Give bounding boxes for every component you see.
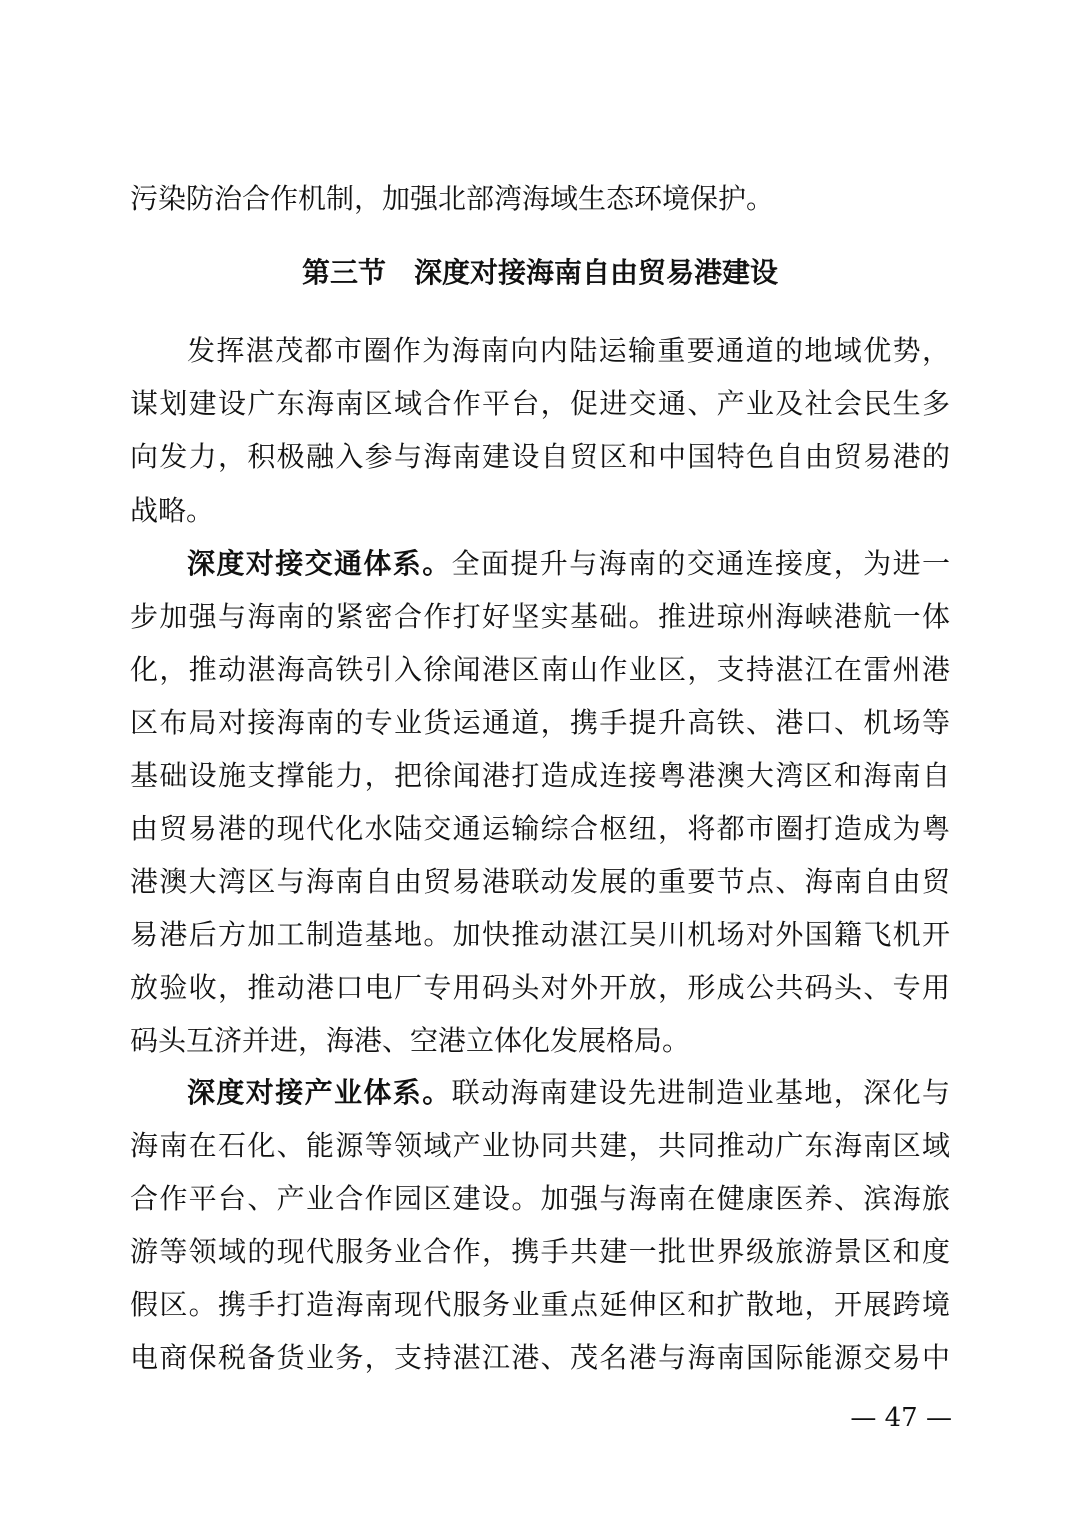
- continuation-line: 污染防治合作机制，加强北部湾海域生态环境保护。: [130, 182, 775, 215]
- paragraph3-line: 假区。携手打造海南现代服务业重点延伸区和扩散地，开展跨境: [130, 1288, 950, 1321]
- paragraph3-first-line-text: 联动海南建设先进制造业基地，深化与: [451, 1076, 950, 1109]
- paragraph2-line: 由贸易港的现代化水陆交通运输综合枢纽，将都市圈打造成为粤: [130, 812, 950, 845]
- paragraph2-line: 基础设施支撑能力，把徐闻港打造成连接粤港澳大湾区和海南自: [130, 759, 950, 792]
- paragraph3-first-line: [187, 1066, 950, 1119]
- paragraph1-line: 战略。: [130, 494, 215, 527]
- paragraph2-line: 步加强与海南的紧密合作打好坚实基础。推进琼州海峡港航一体: [130, 600, 950, 633]
- paragraph2-line: 放验收，推动港口电厂专用码头对外开放，形成公共码头、专用: [130, 971, 950, 1004]
- paragraph2-line: 港澳大湾区与海南自由贸易港联动发展的重要节点、海南自由贸: [130, 865, 950, 898]
- paragraph2-lead: 深度对接交通体系。: [187, 547, 452, 580]
- section-title: 深度对接海南自由贸易港建设: [414, 256, 779, 289]
- paragraph2-line: 区布局对接海南的专业货运通道，携手提升高铁、港口、机场等: [130, 706, 950, 739]
- paragraph2-line: 码头互济并进，海港、空港立体化发展格局。: [130, 1024, 691, 1057]
- paragraph3-lead: 深度对接产业体系。: [187, 1076, 452, 1109]
- paragraph3-line: 海南在石化、能源等领域产业协同共建，共同推动广东海南区域: [130, 1129, 950, 1162]
- page-number: — 47 —: [850, 1403, 952, 1433]
- paragraph2-first-line-text: 全面提升与海南的交通连接度，为进一: [451, 547, 950, 580]
- paragraph1-line: 向发力，积极融入参与海南建设自贸区和中国特色自由贸易港的: [130, 440, 950, 473]
- paragraph2-line: 易港后方加工制造基地。加快推动湛江吴川机场对外国籍飞机开: [130, 918, 950, 951]
- section-heading: [0, 246, 1080, 299]
- paragraph3-line: 游等领域的现代服务业合作，携手共建一批世界级旅游景区和度: [130, 1235, 950, 1268]
- paragraph2-line: 化，推动湛海高铁引入徐闻港区南山作业区，支持湛江在雷州港: [130, 653, 950, 686]
- paragraph1-line: 发挥湛茂都市圈作为海南向内陆运输重要通道的地域优势，: [187, 334, 950, 367]
- paragraph1-line: 谋划建设广东海南区域合作平台，促进交通、产业及社会民生多: [130, 387, 950, 420]
- section-number: 第三节: [301, 256, 386, 289]
- paragraph3-line: 电商保税备货业务，支持湛江港、茂名港与海南国际能源交易中: [130, 1341, 950, 1374]
- paragraph3-line: 合作平台、产业合作园区建设。加强与海南在健康医养、滨海旅: [130, 1182, 950, 1215]
- paragraph2-first-line: [187, 537, 950, 590]
